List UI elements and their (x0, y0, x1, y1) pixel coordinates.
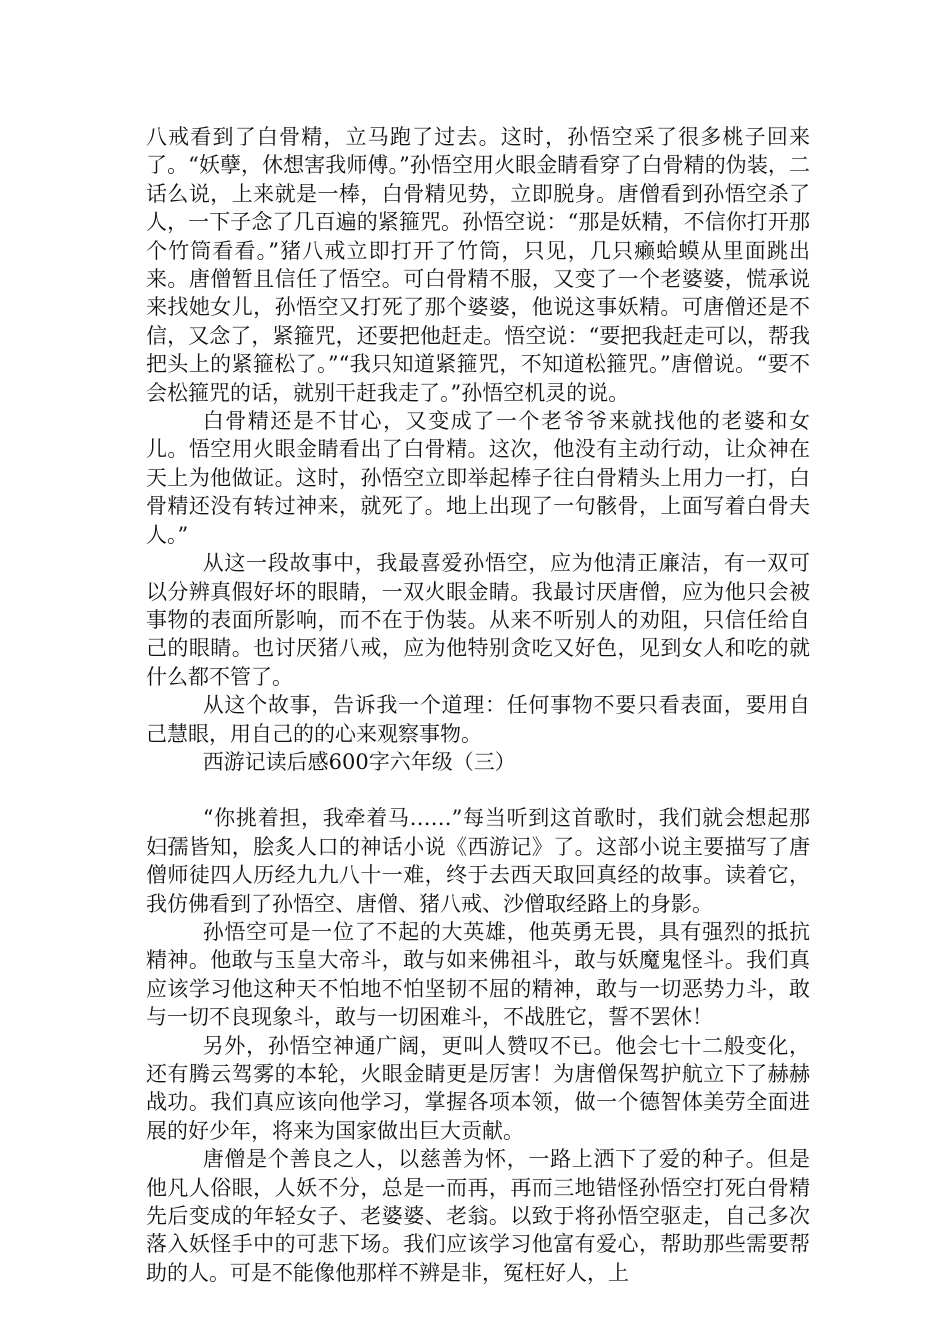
paragraph: 另外，孙悟空神通广阔，更叫人赞叹不已。他会七十二般变化，还有腾云驾雾的本轮，火眼金睛更是厉害！为唐僧保驾护航立下了赫赫战功。我们真应该向他学习，掌握各项本领，做一个德智体美劳全面进展的好少年，将来为国家做出巨大贡献。 (146, 1033, 810, 1143)
section-heading: 西游记读后感600字六年级（三） (202, 749, 516, 774)
paragraph: 从这个故事，告诉我一个道理：任何事物不要只看表面，要用自己慧眼，用自己的的心来观察事物。 (146, 693, 810, 746)
paragraph: 孙悟空可是一位了不起的大英雄，他英勇无畏，具有强烈的抵抗精神。他敢与玉皇大帝斗，敢与如来佛祖斗，敢与妖魔鬼怪斗。我们真应该学习他这种天不怕地不怕坚韧不屈的精神，敢与一切恶势力斗，敢与一切不良现象斗，敢与一切困难斗，不战胜它，誓不罢休！ (146, 919, 810, 1030)
blank-line (146, 776, 810, 804)
paragraph-continuation: 八戒看到了白骨精，立马跑了过去。这时，孙悟空采了很多桃子回来了。“妖孽，休想害我师傅。”孙悟空用火眼金睛看穿了白骨精的伪装，二话么说，上来就是一棒，白骨精见势，立即脱身。唐僧看到孙悟空杀了人，一下子念了几百遍的紧箍咒。孙悟空说：“那是妖精，不信你打开那个竹筒看看。”猪八戒立即打开了竹筒，只见，几只癞蛤蟆从里面跳出来。唐僧暂且信任了悟空。可白骨精不服，又变了一个老婆婆，慌承说来找她女儿，孙悟空又打死了那个婆婆，他说这事妖精。可唐僧还是不信，又念了，紧箍咒，还要把他赶走。悟空说：“要把我赶走可以，帮我把头上的紧箍松了。”“我只知道紧箍咒，不知道松箍咒。”唐僧说。“要不会松箍咒的话，就别干赶我走了。”孙悟空机灵的说。 (146, 125, 810, 405)
paragraph: 唐僧是个善良之人，以慈善为怀，一路上洒下了爱的种子。但是他凡人俗眼，人妖不分，总是一而再，再而三地错怪孙悟空打死白骨精先后变成的年轻女子、老婆婆、老翁。以致于将孙悟空驱走，自己多次落入妖怪手中的可悲下场。我们应该学习他富有爱心，帮助那些需要帮助的人。可是不能像他那样不辨是非，冤枉好人，上 (146, 1147, 810, 1285)
paragraph: 白骨精还是不甘心，又变成了一个老爷爷来就找他的老婆和女儿。悟空用火眼金睛看出了白骨精。这次，他没有主动行动，让众神在天上为他做证。这时，孙悟空立即举起棒子往白骨精头上用力一打，白骨精还没有转过神来，就死了。地上出现了一句骸骨，上面写着白骨夫人。” (146, 409, 810, 547)
document-page (146, 123, 810, 1287)
paragraph: “你挑着担，我牵着马……”每当听到这首歌时，我们就会想起那妇孺皆知，脍炙人口的神话小说《西游记》了。这部小说主要描写了唐僧师徒四人历经九九八十一难，终于去西天取回真经的故事。读着它，我仿佛看到了孙悟空、唐僧、猪八戒、沙僧取经路上的身影。 (146, 806, 810, 916)
paragraph: 从这一段故事中，我最喜爱孙悟空，应为他清正廉洁，有一双可以分辨真假好坏的眼睛，一双火眼金睛。我最讨厌唐僧，应为他只会被事物的表面所影响，而不在于伪装。从来不听别人的劝阻，只信任给自己的眼睛。也讨厌猪八戒，应为他特别贪吃又好色，见到女人和吃的就什么都不管了。 (146, 551, 810, 689)
